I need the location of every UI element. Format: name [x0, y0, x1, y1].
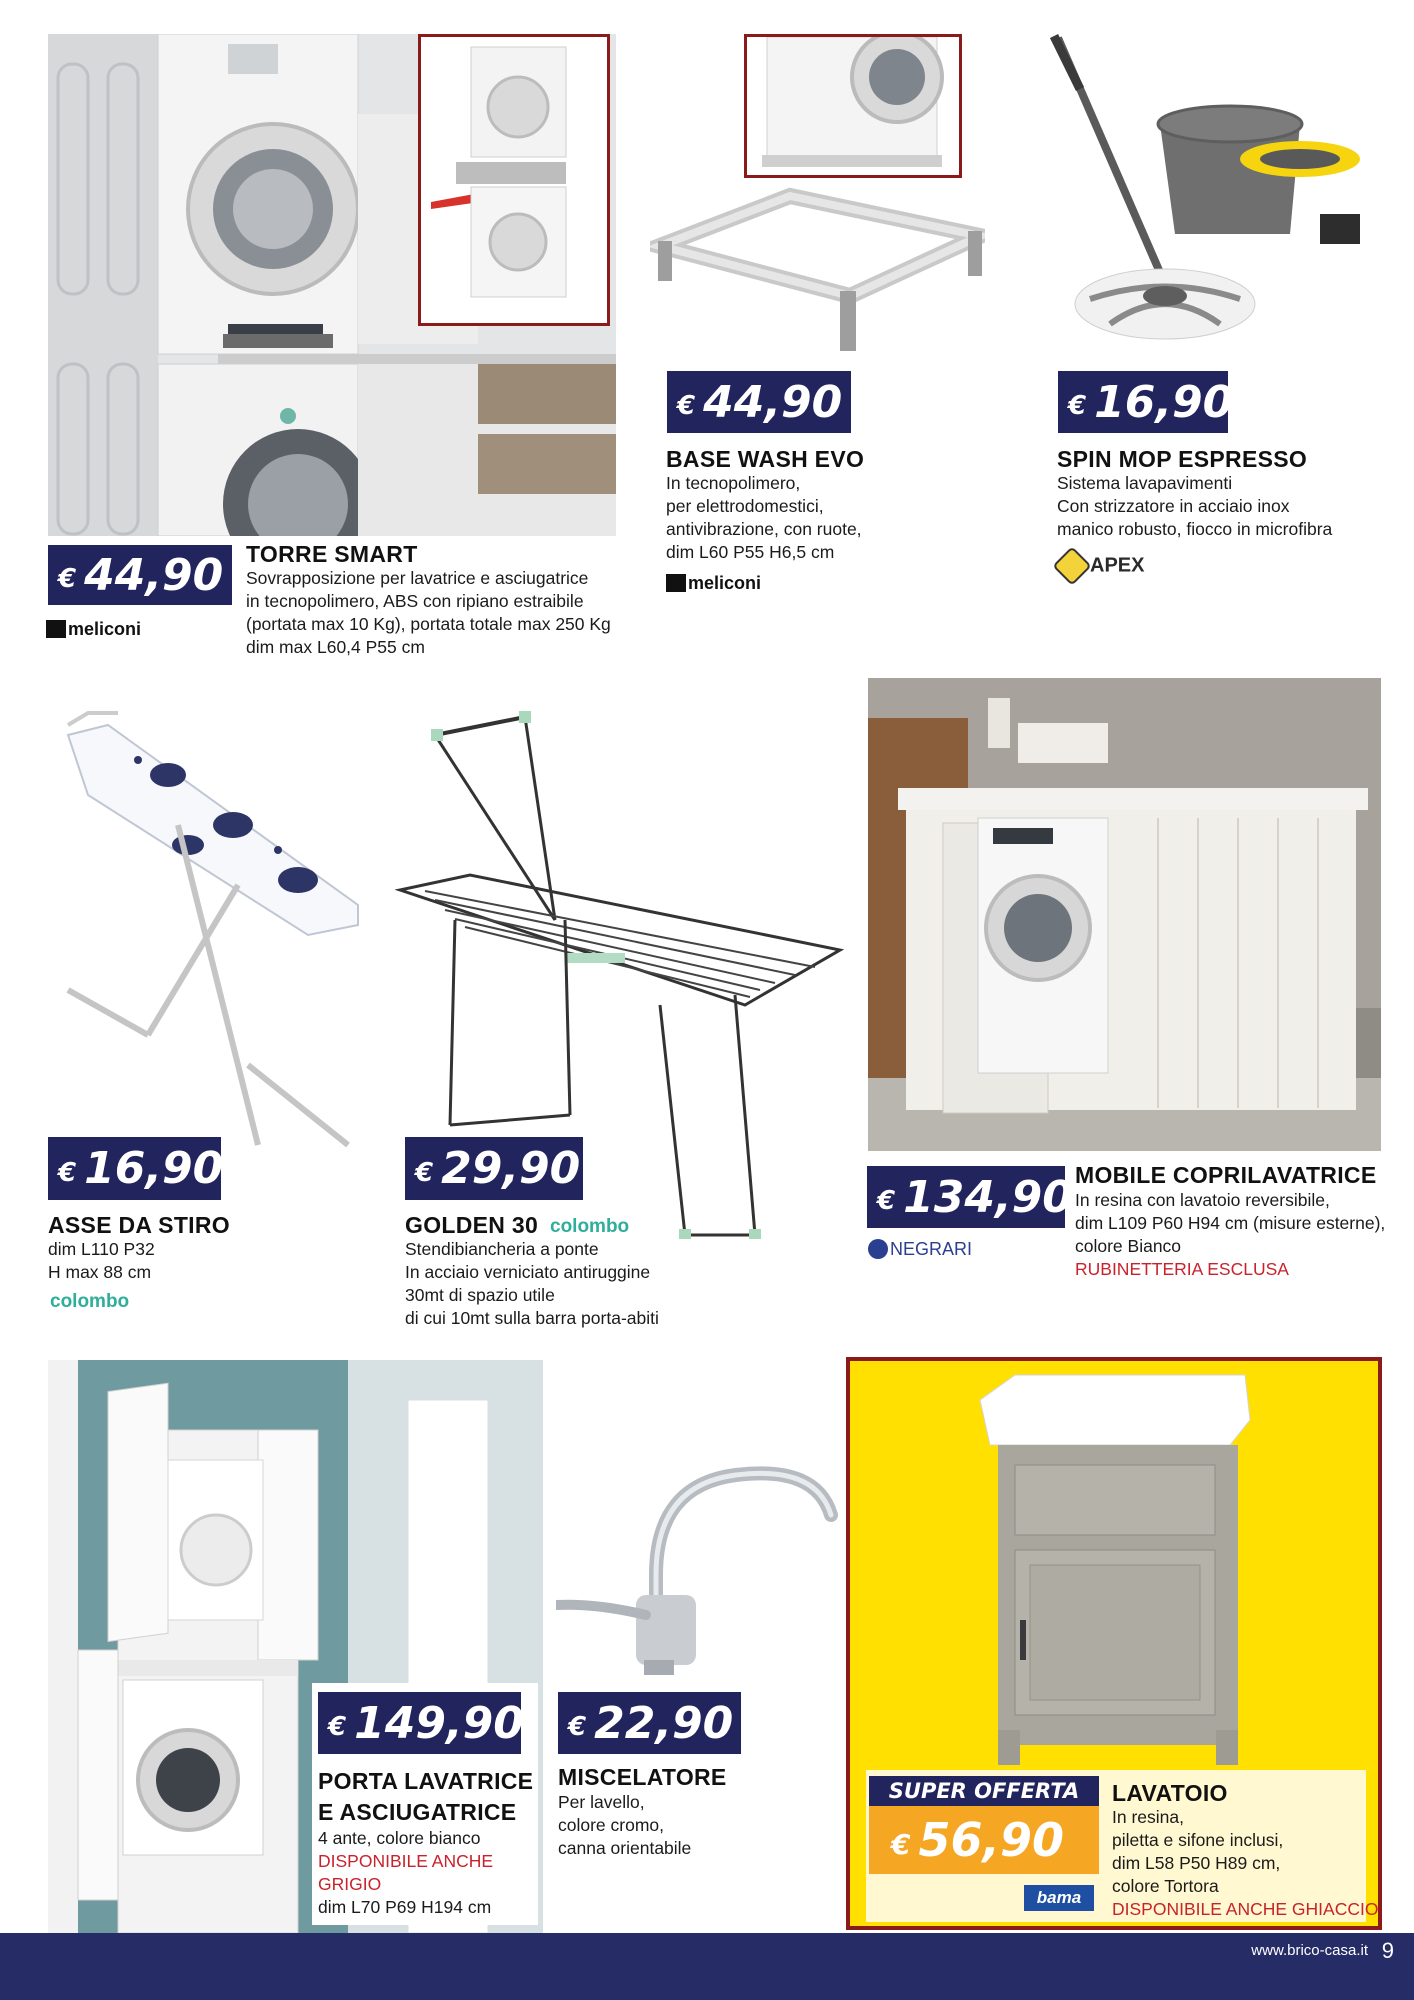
currency-symbol: €: [58, 564, 77, 594]
base-wash-evo-inset: [744, 34, 962, 178]
base-wash-evo-brand: meliconi: [688, 572, 762, 593]
base-wash-evo-description: [666, 472, 862, 564]
base-wash-evo-photo: [650, 186, 985, 366]
meliconi-logo: [46, 618, 141, 640]
asse-da-stiro-photo: [48, 705, 368, 1160]
colombo-logo: colombo: [550, 1216, 630, 1237]
torre-smart-inset: [418, 34, 610, 326]
miscelatore-description: [558, 1791, 691, 1860]
desc-note: GRIGIO: [318, 1874, 382, 1894]
torre-smart-title: TORRE SMART: [246, 541, 418, 567]
porta-lavatrice-price-tag: [318, 1692, 524, 1754]
golden-30-description: [405, 1238, 659, 1330]
torre-smart-price-tag: [48, 545, 232, 605]
miscelatore-photo: [556, 1455, 846, 1680]
desc-line: dim L110 P32: [48, 1239, 155, 1259]
currency-symbol: €: [1068, 391, 1087, 421]
base-wash-evo-title: BASE WASH EVO: [666, 446, 865, 472]
mobile-coprilavatrice-brand: NEGRARI: [890, 1238, 973, 1259]
desc-line: In tecnopolimero,: [666, 473, 801, 493]
golden-30-title: GOLDEN 30: [405, 1212, 539, 1238]
desc-line: antivibrazione, con ruote,: [666, 519, 862, 539]
lavatoio-price: 56,90: [918, 1813, 1064, 1867]
desc-line: dim L60 P55 H6,5 cm: [666, 542, 835, 562]
desc-line: Sistema lavapavimenti: [1057, 473, 1233, 493]
lavatoio-photo: [970, 1370, 1260, 1770]
desc-line: manico robusto, fiocco in microfibra: [1057, 519, 1333, 539]
asse-da-stiro-description: [48, 1238, 155, 1284]
desc-line: in tecnopolimero, ABS con ripiano estraibile: [246, 591, 584, 611]
currency-symbol: €: [58, 1157, 77, 1188]
miscelatore-price: 22,90: [594, 1697, 734, 1749]
currency-symbol: €: [415, 1157, 434, 1188]
lavatoio-description: [1112, 1806, 1378, 1921]
desc-line: colore cromo,: [558, 1815, 665, 1835]
desc-line: In resina con lavatoio reversibile,: [1075, 1190, 1330, 1210]
desc-line: canna orientabile: [558, 1838, 692, 1858]
page-number: 9: [1381, 1938, 1394, 1963]
golden-30-price: 29,90: [441, 1143, 581, 1194]
torre-smart-description: [246, 567, 611, 659]
porta-lavatrice-title-line-1: PORTA LAVATRICE: [318, 1768, 534, 1794]
spin-mop-brand: APEX: [1090, 554, 1145, 577]
bee-icon: [1052, 546, 1092, 586]
meliconi-logo: [666, 572, 761, 594]
spin-mop-price-tag: [1058, 371, 1234, 433]
desc-line: colore Tortora: [1112, 1876, 1219, 1896]
footer-url[interactable]: www.brico-casa.it: [1251, 1942, 1368, 1959]
desc-line: dim L58 P50 H89 cm,: [1112, 1853, 1281, 1873]
colombo-logo: colombo: [50, 1291, 130, 1312]
super-offerta-label: SUPER OFFERTA: [888, 1779, 1080, 1803]
desc-line: dim max L60,4 P55 cm: [246, 637, 425, 657]
desc-line: Sovrapposizione per lavatrice e asciugatrice: [246, 568, 589, 588]
miscelatore-title: MISCELATORE: [558, 1764, 727, 1790]
currency-symbol: €: [677, 391, 696, 421]
desc-line: di cui 10mt sulla barra porta-abiti: [405, 1308, 659, 1328]
desc-line: In resina,: [1112, 1807, 1184, 1827]
asse-da-stiro-price-tag: [48, 1137, 224, 1200]
desc-line: piletta e sifone inclusi,: [1112, 1830, 1284, 1850]
miscelatore-price-tag: [558, 1692, 741, 1754]
desc-line: Stendibiancheria a ponte: [405, 1239, 599, 1259]
lavatoio-title: LAVATOIO: [1112, 1780, 1228, 1806]
golden-30-price-tag: [405, 1137, 583, 1200]
desc-line: In acciaio verniciato antiruggine: [405, 1262, 651, 1282]
currency-symbol: €: [891, 1827, 911, 1861]
desc-line: colore Bianco: [1075, 1236, 1182, 1256]
mobile-coprilavatrice-price: 134,90: [903, 1171, 1073, 1223]
negrari-logo: [868, 1238, 972, 1260]
torre-smart-price: 44,90: [84, 549, 224, 601]
desc-note: DISPONIBILE ANCHE GHIACCIO: [1112, 1899, 1379, 1919]
torre-smart-brand: meliconi: [68, 618, 142, 639]
bama-logo: [1024, 1885, 1094, 1911]
currency-symbol: €: [328, 1712, 347, 1742]
super-offerta-badge: [869, 1776, 1099, 1806]
desc-line: (portata max 10 Kg), portata totale max 250 Kg: [246, 614, 611, 634]
currency-symbol: €: [877, 1186, 896, 1216]
spin-mop-description: [1057, 472, 1332, 541]
porta-lavatrice-price: 149,90: [354, 1697, 524, 1749]
spin-mop-title: SPIN MOP ESPRESSO: [1057, 446, 1308, 472]
porta-lavatrice-description: [318, 1827, 493, 1919]
mobile-coprilavatrice-price-tag: [867, 1166, 1073, 1228]
apex-logo: [1058, 552, 1144, 580]
lavatoio-price-tag: [869, 1806, 1099, 1874]
spin-mop-photo: [1050, 34, 1380, 366]
asse-da-stiro-title: ASSE DA STIRO: [48, 1212, 230, 1238]
negrari-icon: [868, 1239, 888, 1259]
porta-lavatrice-title-line-2: E ASCIUGATRICE: [318, 1799, 517, 1825]
mobile-coprilavatrice-photo: [868, 678, 1381, 1151]
asse-da-stiro-price: 16,90: [84, 1143, 224, 1194]
base-wash-evo-price: 44,90: [703, 376, 843, 428]
desc-line: Con strizzatore in acciaio inox: [1057, 496, 1290, 516]
desc-line: Per lavello,: [558, 1792, 645, 1812]
base-wash-evo-price-tag: [667, 371, 851, 433]
mobile-coprilavatrice-title: MOBILE COPRILAVATRICE: [1075, 1162, 1377, 1188]
lavatoio-brand: bama: [1036, 1888, 1082, 1907]
desc-note: DISPONIBILE ANCHE: [318, 1851, 494, 1871]
spin-mop-price: 16,90: [1094, 376, 1234, 428]
desc-note: RUBINETTERIA ESCLUSA: [1075, 1259, 1289, 1279]
mobile-coprilavatrice-description: [1075, 1189, 1385, 1281]
currency-symbol: €: [568, 1712, 587, 1742]
desc-line: H max 88 cm: [48, 1262, 152, 1282]
desc-line: dim L70 P69 H194 cm: [318, 1897, 492, 1917]
desc-line: dim L109 P60 H94 cm (misure esterne),: [1075, 1213, 1386, 1233]
desc-line: 30mt di spazio utile: [405, 1285, 555, 1305]
desc-line: 4 ante, colore bianco: [318, 1828, 481, 1848]
footer-bar: [0, 1933, 1414, 2000]
desc-line: per elettrodomestici,: [666, 496, 824, 516]
